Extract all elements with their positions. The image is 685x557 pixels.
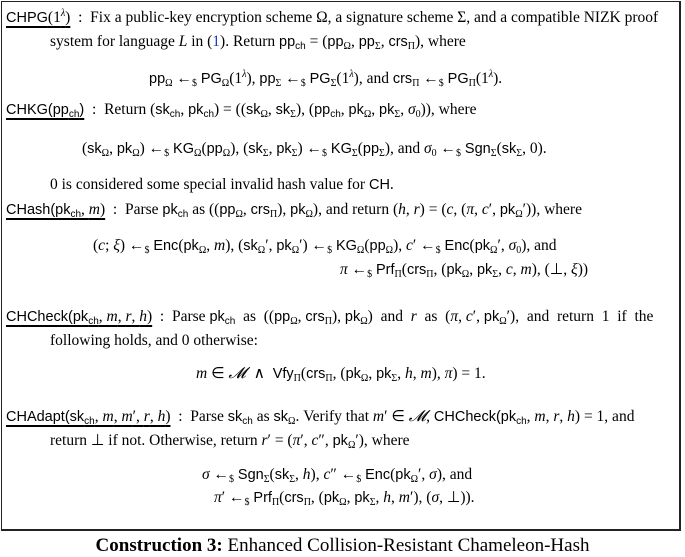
chadapt-display-2: π′ $\leftarrow_{\$}$ Prf$_\Pi$(crs$_\Pi$, ($pk_\Omega$, $pk_\Sigma$, h, m′), (σ, ⊥)).: [214, 489, 475, 508]
chadapt-display-1: σ $\leftarrow_{\$}$ $Sgn_\Sigma(sk_\Sigma$, h), c″ $\leftarrow_{\$}$ $Enc(pk_\Omega'$, σ), and: [202, 466, 473, 485]
chadapt-signature: $CHAdapt(sk_{ch}$, m, m′, r, h): [6, 408, 171, 427]
chcheck-signature: $CHCheck(pk_{ch}$, m, r, h): [6, 308, 153, 327]
chash-display-2: π $\leftarrow_{\$}$ Prf$_\Pi$(crs$_\Pi$, ($pk_\Omega$, $pk_\Sigma$, c, m), (⊥, ξ)): [340, 261, 589, 280]
caption-label: Construction 3:: [95, 535, 223, 556]
chcheck-display: m ∈ 𝓜 ∧ Vfy$_\Pi$(crs$_\Pi$, ($pk_\Omega$, $pk_\Sigma$, h, m), π) = 1.: [196, 365, 486, 384]
equation-reference-link[interactable]: 1: [212, 33, 221, 50]
chadapt-line-1: $CHAdapt(sk_{ch}$, m, m′, r, h) : Parse $sk_{ch}$ as $sk_\Omega$. Verify that m′ ∈ 𝓜, $CHCheck(pk_{ch}$, m, r, h) = 1, and: [6, 408, 635, 427]
chkg-line-1: $CHKG(pp_{ch})$ : Return ($sk_{ch}$, $pk_{ch}) = ((sk_\Omega$, $sk_\Sigma$), ($pp_{ch}$, $pk_\Omega$, $pk_\Sigma$, $\sigma_0$)), where: [6, 101, 477, 120]
chash-display-1: (c; ξ) $\leftarrow_{\$}$ $Enc(pk_\Omega$, m), ($sk_\Omega'$, $pk_\Omega'$) $\leftarrow_{\$}$ $KG_\Omega(pp_\Omega)$, c′ $\leftarrow_{\$}$ $Enc(pk_\Omega'$, $\sigma_0$), and: [93, 237, 557, 256]
chpg-signature: $CHPG(1^\lambda)$: [6, 8, 71, 26]
chash-signature: $CHash(pk_{ch}$, m): [6, 201, 106, 220]
chadapt-line-2: return ⊥ if not. Otherwise, return r′ = (π′, c″, $pk_\Omega'$), where: [50, 432, 410, 451]
chkg-signature: $CHKG(pp_{ch})$: [6, 102, 85, 120]
chpg-line-2: system for language L in (1). Return $pp_{ch} = (pp_\Omega$, $pp_\Sigma$, crs$_\Pi$), where: [50, 33, 466, 52]
chcheck-line-1: $CHCheck(pk_{ch}$, m, r, h) : Parse $pk_{ch}$ as (($pp_\Omega$, crs$_\Pi$), $pk_\Omega$) and r as (π, c′, $pk_\Omega'$), and return 1 if the: [6, 308, 654, 327]
chcheck-line-2: following holds, and 0 otherwise:: [50, 332, 258, 349]
chkg-note: 0 is considered some special invalid hash value for CH.: [50, 176, 394, 193]
chpg-display: $pp_\Omega$ $\leftarrow_{\$}$ $PG_\Omega(1^\lambda)$, $pp_\Sigma$ $\leftarrow_{\$}$ $PG_\Sigma(1^\lambda)$, and crs$_\Pi$ $\leftarrow_{\$}$ $PG_\Pi(1^\lambda)$.: [149, 69, 503, 89]
chash-line-1: $CHash(pk_{ch}$, m) : Parse $pk_{ch}$ as (($pp_\Omega$, crs$_\Pi$), $pk_\Omega$), and return (h, r) = (c, (π, c′, $pk_\Omega'$)), where: [6, 201, 582, 220]
chkg-display: ($sk_\Omega$, $pk_\Omega$) $\leftarrow_{\$}$ $KG_\Omega(pp_\Omega)$, ($sk_\Sigma$, $pk_\Sigma$) $\leftarrow_{\$}$ $KG_\Sigma(pp_\Sigma)$, and $\sigma_0$ $\leftarrow_{\$}$ $Sgn_\Sigma(sk_\Sigma$, 0).: [82, 140, 547, 159]
chpg-line-1: $CHPG(1^\lambda)$ : Fix a public-key encryption scheme Ω, a signature scheme Σ, and a compatible NIZK proof: [6, 8, 659, 26]
figure-caption: [0, 535, 685, 557]
caption-title: Enhanced Collision-Resistant Chameleon-Hash: [227, 535, 590, 556]
